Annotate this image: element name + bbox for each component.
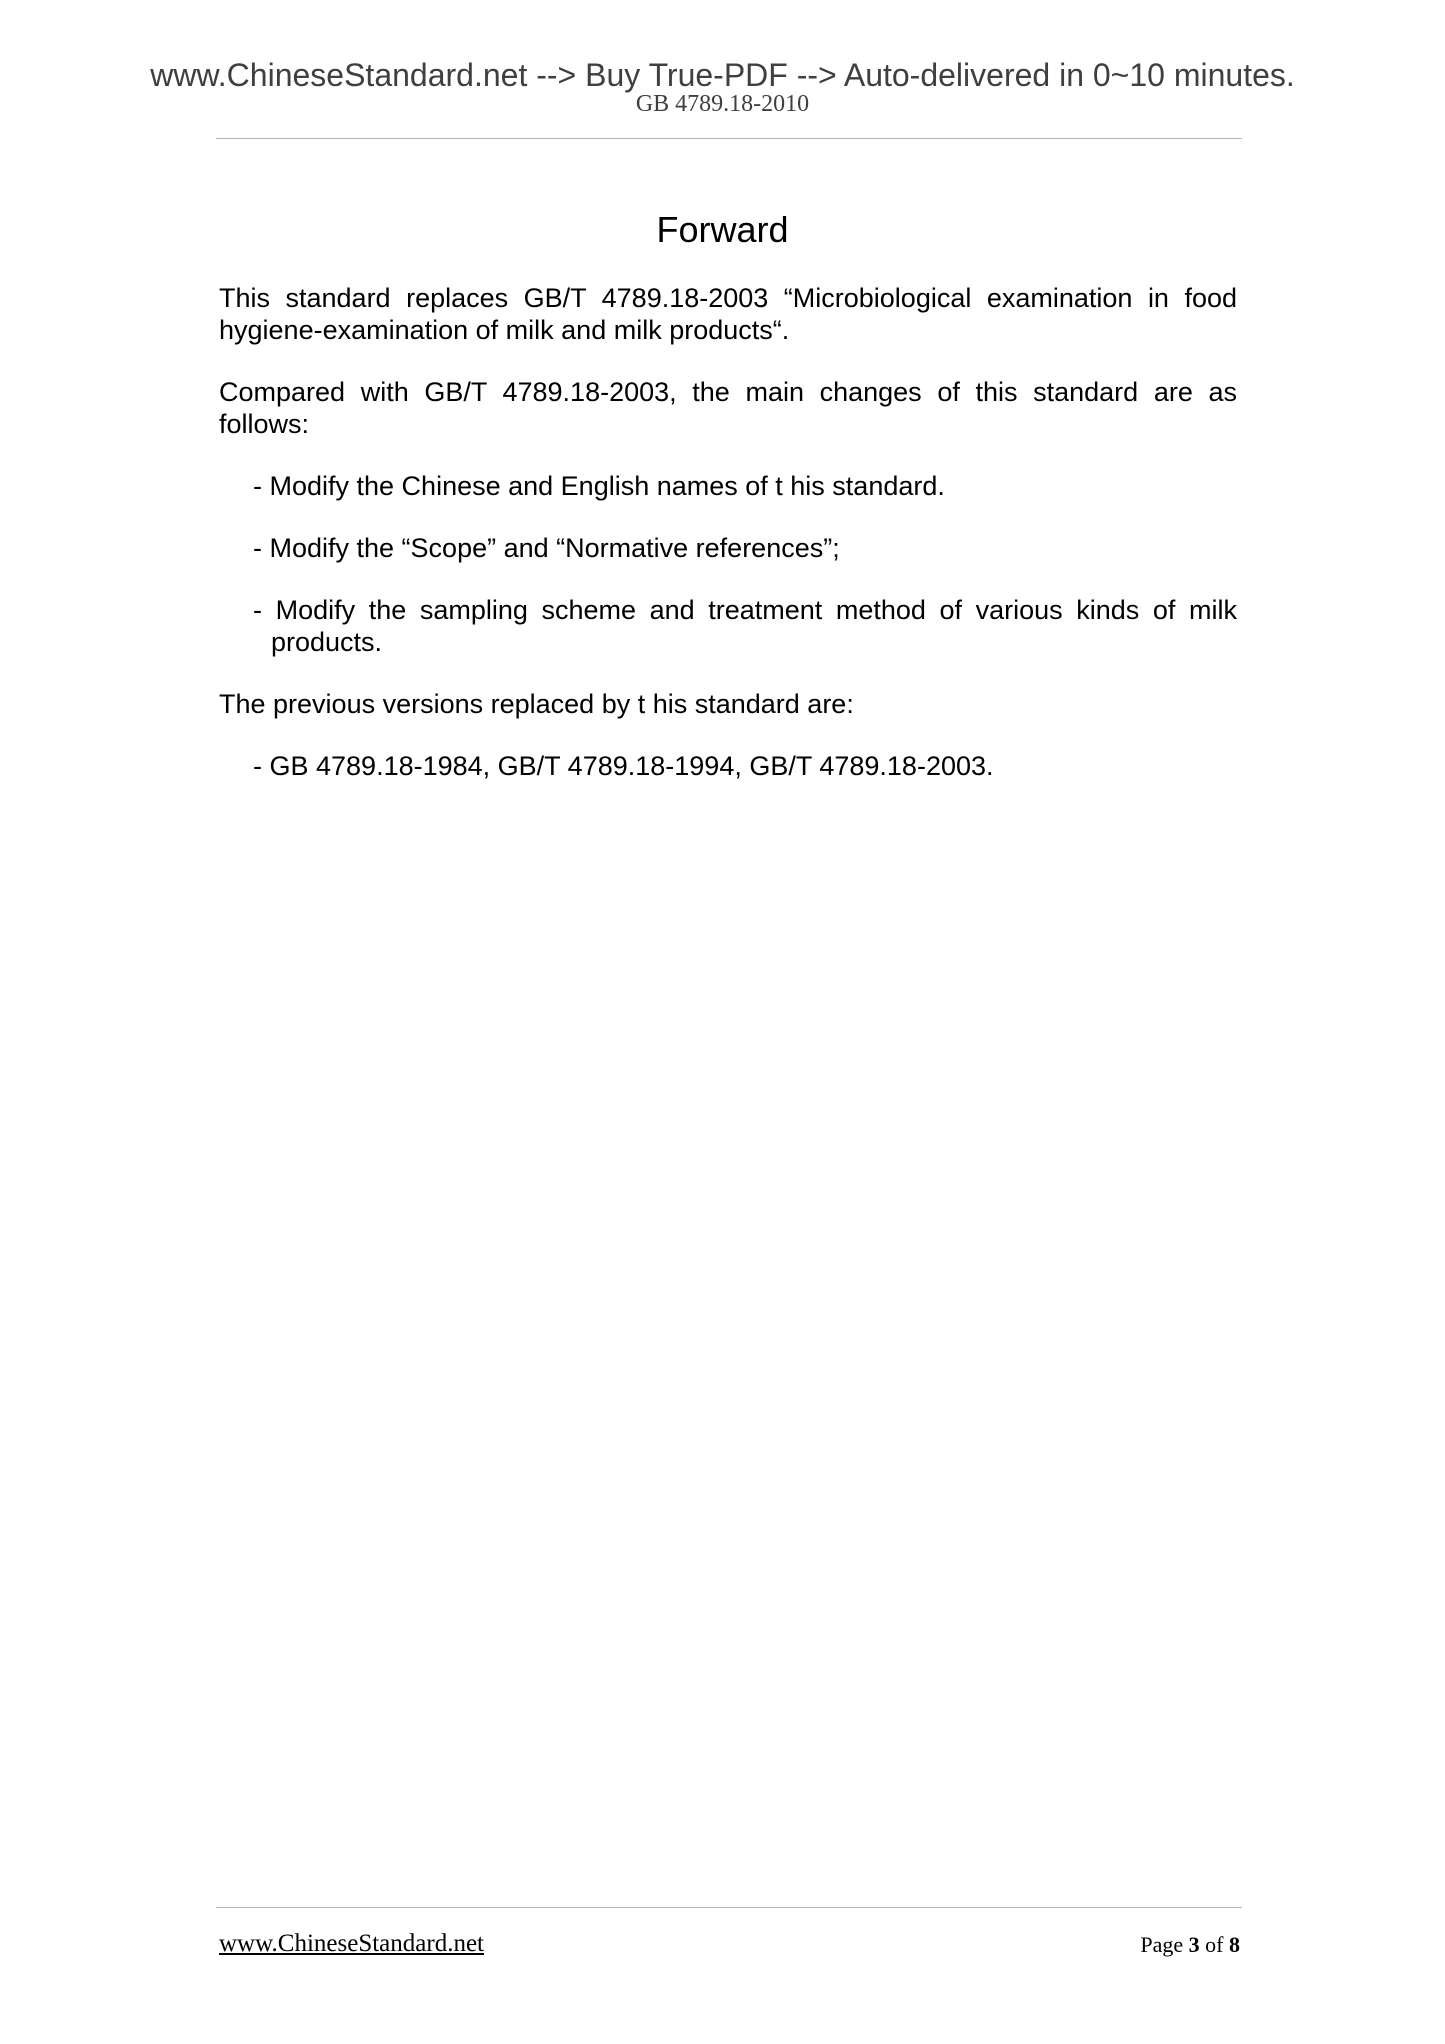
change-item: - Modify the sampling scheme and treatment method of various kinds of milk products. — [253, 595, 1237, 657]
footer-divider — [216, 1907, 1242, 1908]
previous-versions-intro: The previous versions replaced by t his standard are: — [219, 689, 854, 719]
header-divider — [216, 138, 1242, 139]
standard-code: GB 4789.18-2010 — [635, 91, 810, 117]
change-item: - Modify the “Scope” and “Normative references”; — [253, 533, 840, 563]
page-of: of — [1205, 1932, 1224, 1957]
page-total: 8 — [1229, 1932, 1240, 1957]
changes-intro-paragraph: Compared with GB/T 4789.18-2003, the main changes of this standard are as follows: — [219, 377, 1237, 439]
replacement-paragraph: This standard replaces GB/T 4789.18-2003 “Microbiological examination in food hygiene-examination of milk and milk products“. — [219, 283, 1237, 345]
change-item: - Modify the Chinese and English names of t his standard. — [253, 471, 945, 501]
header-banner[interactable]: www.ChineseStandard.net --> Buy True-PDF --> Auto-delivered in 0~10 minutes. — [150, 57, 1295, 93]
previous-versions-item: - GB 4789.18-1984, GB/T 4789.18-1994, GB/T 4789.18-2003. — [253, 751, 994, 781]
page-title: Forward — [656, 209, 789, 250]
page-word: Page — [1140, 1932, 1184, 1957]
document-body — [219, 282, 1237, 812]
page-current: 3 — [1188, 1932, 1200, 1957]
footer-site-link[interactable]: www.ChineseStandard.net — [219, 1930, 484, 1957]
page-number — [1140, 1931, 1240, 1959]
